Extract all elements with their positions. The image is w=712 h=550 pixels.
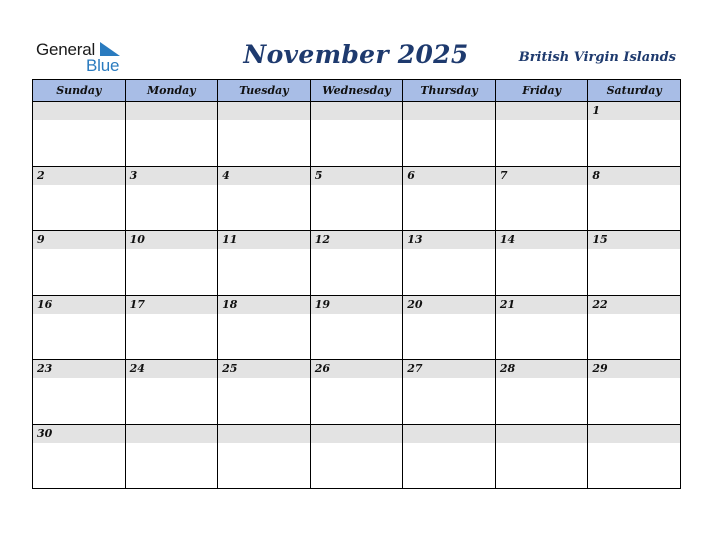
day-cell[interactable] (125, 102, 218, 167)
day-cell[interactable] (588, 231, 681, 296)
day-number: 20 (403, 296, 495, 314)
day-number (403, 102, 495, 120)
weekday-saturday: Saturday (588, 80, 681, 102)
day-number: 22 (588, 296, 680, 314)
day-cell[interactable] (495, 231, 588, 296)
day-cell[interactable] (218, 231, 311, 296)
day-cell[interactable] (310, 166, 403, 231)
logo-word-general: General (36, 40, 96, 59)
day-cell[interactable] (403, 231, 496, 296)
month-calendar (32, 79, 681, 489)
day-cell[interactable] (495, 360, 588, 425)
weekday-wednesday: Wednesday (310, 80, 403, 102)
day-cell[interactable] (310, 295, 403, 360)
day-number: 5 (311, 167, 403, 185)
day-cell[interactable] (403, 166, 496, 231)
day-number: 16 (33, 296, 125, 314)
day-number: 9 (33, 231, 125, 249)
day-number: 29 (588, 360, 680, 378)
day-number: 15 (588, 231, 680, 249)
day-cell[interactable] (125, 231, 218, 296)
week-row (33, 166, 681, 231)
day-number (496, 102, 588, 120)
day-cell[interactable] (33, 166, 126, 231)
day-number: 27 (403, 360, 495, 378)
day-cell[interactable] (33, 424, 126, 489)
day-number: 24 (126, 360, 218, 378)
day-number: 10 (126, 231, 218, 249)
day-cell[interactable] (125, 424, 218, 489)
day-number: 12 (311, 231, 403, 249)
week-row (33, 102, 681, 167)
day-cell[interactable] (588, 166, 681, 231)
day-number (403, 425, 495, 443)
day-number: 13 (403, 231, 495, 249)
day-cell[interactable] (495, 102, 588, 167)
day-number: 14 (496, 231, 588, 249)
day-cell[interactable] (218, 166, 311, 231)
day-number: 1 (588, 102, 680, 120)
day-cell[interactable] (310, 231, 403, 296)
day-number: 4 (218, 167, 310, 185)
day-number: 21 (496, 296, 588, 314)
day-cell[interactable] (33, 231, 126, 296)
day-cell[interactable] (218, 424, 311, 489)
day-number (588, 425, 680, 443)
day-number: 11 (218, 231, 310, 249)
day-cell[interactable] (403, 102, 496, 167)
day-cell[interactable] (125, 295, 218, 360)
day-cell[interactable] (125, 360, 218, 425)
day-number (126, 425, 218, 443)
day-cell[interactable] (403, 295, 496, 360)
day-cell[interactable] (125, 166, 218, 231)
day-cell[interactable] (218, 102, 311, 167)
weekday-header-row (33, 80, 681, 102)
day-cell[interactable] (218, 360, 311, 425)
day-number (218, 425, 310, 443)
region-label: British Virgin Islands (518, 50, 676, 65)
day-cell[interactable] (495, 166, 588, 231)
day-number: 25 (218, 360, 310, 378)
day-cell[interactable] (403, 360, 496, 425)
day-number: 18 (218, 296, 310, 314)
day-number: 23 (33, 360, 125, 378)
day-number (311, 102, 403, 120)
day-cell[interactable] (495, 295, 588, 360)
day-number: 26 (311, 360, 403, 378)
day-number: 19 (311, 296, 403, 314)
day-number (311, 425, 403, 443)
day-cell[interactable] (310, 424, 403, 489)
day-number (496, 425, 588, 443)
day-number: 8 (588, 167, 680, 185)
weekday-tuesday: Tuesday (218, 80, 311, 102)
day-cell[interactable] (588, 102, 681, 167)
day-number: 17 (126, 296, 218, 314)
day-cell[interactable] (588, 295, 681, 360)
day-cell[interactable] (310, 360, 403, 425)
weekday-friday: Friday (495, 80, 588, 102)
week-row (33, 360, 681, 425)
day-number: 6 (403, 167, 495, 185)
weekday-thursday: Thursday (403, 80, 496, 102)
day-cell[interactable] (495, 424, 588, 489)
day-number (126, 102, 218, 120)
logo-word-blue: Blue (86, 56, 120, 75)
day-cell[interactable] (33, 295, 126, 360)
day-number: 2 (33, 167, 125, 185)
day-cell[interactable] (218, 295, 311, 360)
week-row (33, 424, 681, 489)
day-cell[interactable] (33, 102, 126, 167)
day-cell[interactable] (33, 360, 126, 425)
day-number: 30 (33, 425, 125, 443)
weekday-monday: Monday (125, 80, 218, 102)
day-cell[interactable] (310, 102, 403, 167)
day-number (33, 102, 125, 120)
day-number (218, 102, 310, 120)
day-cell[interactable] (403, 424, 496, 489)
calendar-title: November 2025 (243, 40, 469, 69)
day-cell[interactable] (588, 424, 681, 489)
day-number: 3 (126, 167, 218, 185)
day-number: 28 (496, 360, 588, 378)
week-row (33, 231, 681, 296)
day-number: 7 (496, 167, 588, 185)
weekday-sunday: Sunday (33, 80, 126, 102)
week-row (33, 295, 681, 360)
day-cell[interactable] (588, 360, 681, 425)
